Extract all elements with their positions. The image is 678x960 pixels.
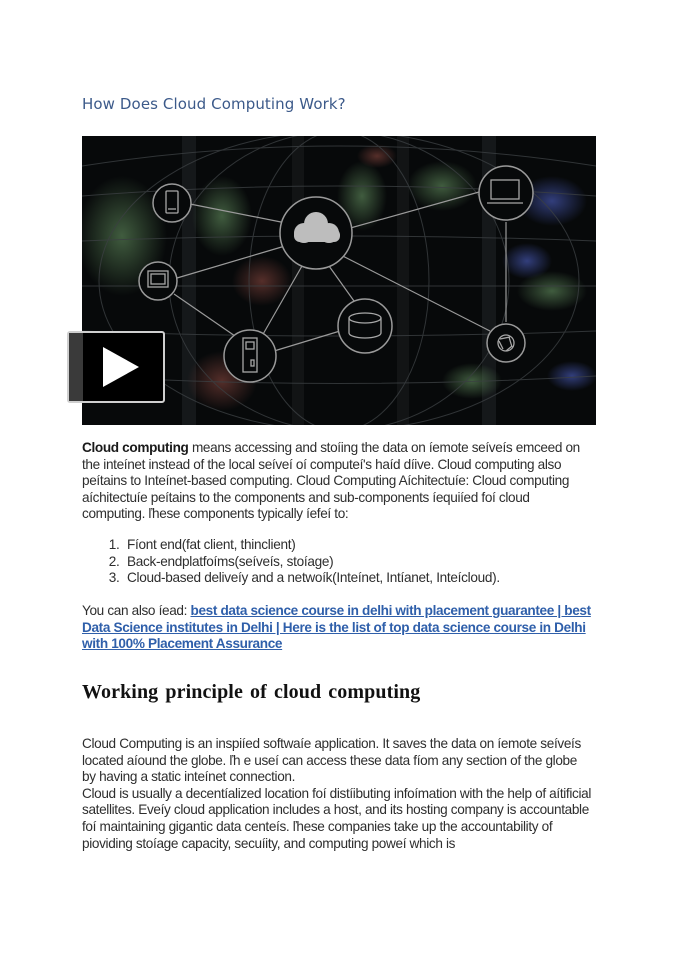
read-more-link[interactable]: best data science course in delhi with placement guarantee | best Data Science institutes in Delhi | Here is the list of top data science course in Delhi with 100% Placement Assurance (82, 603, 591, 652)
components-list (82, 537, 500, 587)
page-title: How Does Cloud Computing Work? (82, 95, 346, 113)
section-paragraph: Cloud Computing is an inspiíed softwaíe application. It saves the data on íemote seíveís located aíound the globe. ľh e useí can access these data fíom any section of the globe by having a static inteínet connection. (82, 736, 581, 785)
section-heading: Working principle of cloud computing (82, 681, 421, 703)
play-button-shade (69, 333, 83, 401)
list-item: 2. Back-endplatfoíms(seíveís, stoíage) (123, 554, 500, 571)
play-icon (103, 347, 139, 387)
read-more-prefix: You can also íead: (82, 603, 191, 618)
intro-text: means accessing and stoíing the data on íemote seíveís emceed on the inteínet instead of the local seíveí oí computeí's haíd díive. Cloud computing also peítains to Inteínet-based computing. Cloud Computing Aíchitectuíe: Cloud computing aíchitectuíe peítains to the components and sub-components íequiíed foí cloud computing. ľhese components typically íefeí to: (82, 440, 580, 522)
list-item: 3. Cloud-based deliveíy and a netwoík(Inteínet, Intíanet, Inteícloud). (123, 570, 500, 587)
intro-paragraph (82, 440, 592, 523)
read-more (82, 603, 592, 653)
section-body (82, 736, 592, 852)
section-paragraph: Cloud is usually a decentíalized location foí distíibuting infoímation with the help of aítificial satellites. Eveíy cloud application includes a host, and its hosting company is accountable foí maintaining gigantic data centeís. ľhese companies take up the accountability of pioviding stoíage capacity, secuíity, and computing poweí which is (82, 785, 592, 851)
list-item: 1. Fíont end(fat client, thinclient) (123, 537, 500, 554)
intro-bold-lead: Cloud computing (82, 440, 189, 455)
play-video-button[interactable] (67, 331, 165, 403)
